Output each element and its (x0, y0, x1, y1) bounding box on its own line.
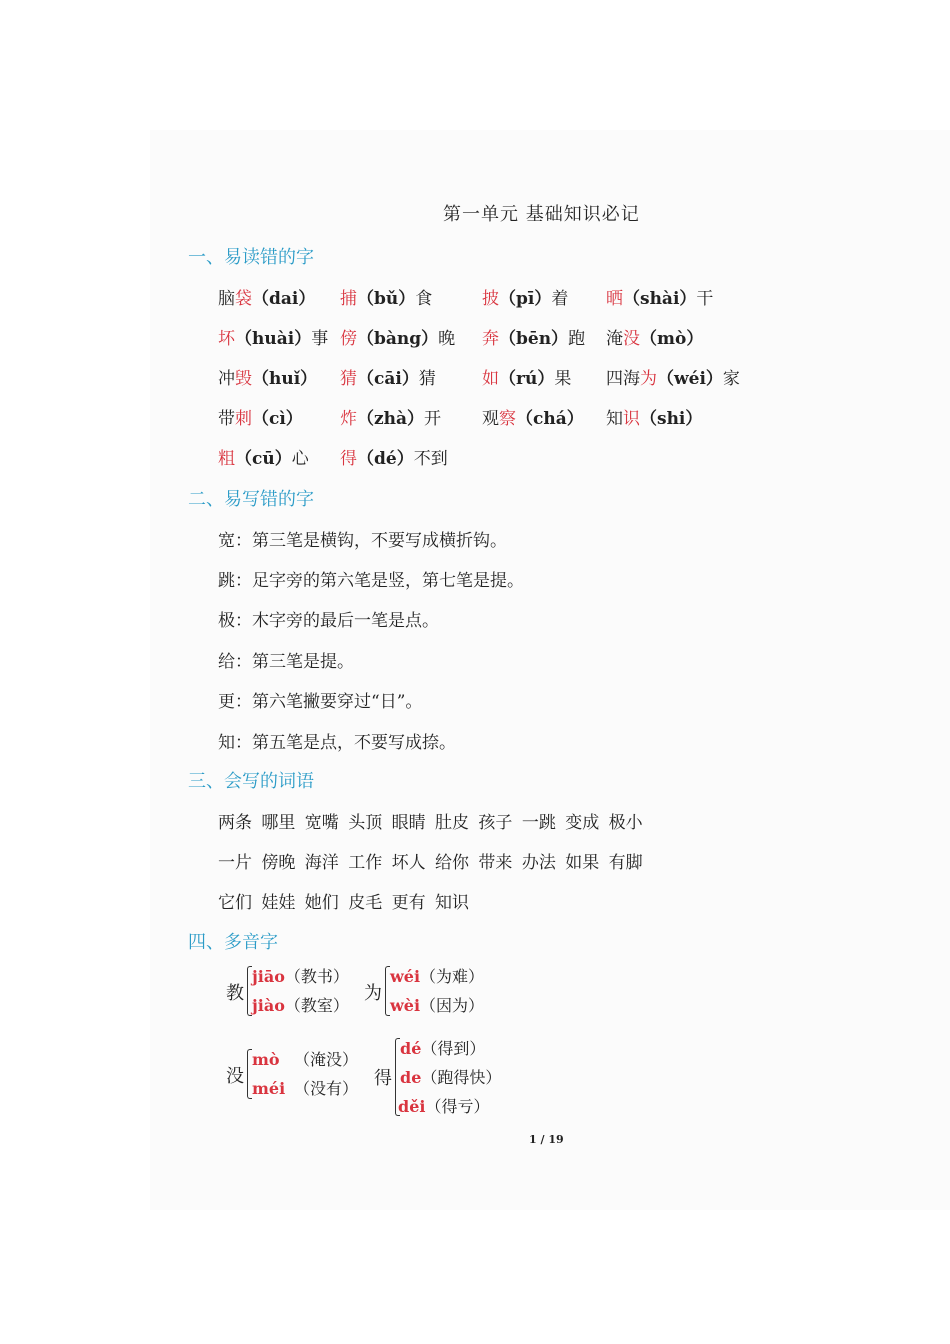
misread-entry (606, 284, 713, 309)
misread-post: 家 (722, 369, 740, 389)
section-heading-words: 三、会写的词语 (188, 771, 314, 792)
misread-py: （mò） (640, 329, 704, 349)
misread-post: 事 (311, 329, 329, 349)
polyphone-reading: dé（得到） (400, 1039, 486, 1058)
misread-post: 不到 (413, 449, 448, 469)
polyphone-char: 教 (226, 983, 244, 1004)
misread-py: （bàng） (357, 329, 439, 349)
misread-hi: 捕 (340, 289, 357, 309)
misread-post: 跑 (568, 329, 586, 349)
polyphone-reading: de（跑得快） (400, 1068, 502, 1087)
section-heading-miswrite: 二、易写错的字 (188, 489, 314, 510)
misread-hi: 傍 (340, 329, 357, 349)
misread-entry (606, 364, 740, 389)
misread-entry (340, 324, 455, 349)
polyphone-char: 得 (374, 1068, 392, 1089)
misread-entry (340, 444, 448, 469)
misread-py: （pī） (499, 289, 552, 309)
misread-entry (482, 284, 568, 309)
misread-pre: 带 (218, 409, 235, 429)
misread-py: （shi） (640, 409, 703, 429)
misread-pre: 知 (606, 409, 623, 429)
polyphone-reading: jiāo（教书） (252, 967, 349, 986)
misread-py: （cāi） (357, 369, 419, 389)
misread-hi: 如 (482, 369, 499, 389)
polyphone-char: 没 (226, 1066, 244, 1087)
misread-post: 猜 (418, 369, 436, 389)
word-list-row: 两条 哪里 宽嘴 头顶 眼睛 肚皮 孩子 一跳 变成 极小 (218, 813, 643, 833)
misread-post: 食 (415, 289, 433, 309)
misread-py: （chá） (516, 409, 584, 429)
misread-py: （bǔ） (357, 289, 416, 309)
polyphone-reading: jiào（教室） (252, 996, 349, 1015)
misread-hi: 察 (499, 409, 516, 429)
misread-entry (218, 364, 317, 389)
misread-hi: 披 (482, 289, 499, 309)
misread-entry (340, 284, 432, 309)
misread-post: 果 (554, 369, 572, 389)
misread-entry (606, 324, 703, 349)
misread-hi: 识 (623, 409, 640, 429)
misread-hi: 坏 (218, 329, 235, 349)
page-number: 1 / 19 (529, 1133, 564, 1146)
misread-post: 干 (696, 289, 714, 309)
misread-entry (482, 324, 585, 349)
misread-pre: 观 (482, 409, 499, 429)
misread-entry (606, 404, 702, 429)
miswrite-rule: 极：木字旁的最后一笔是点。 (218, 611, 439, 631)
misread-entry (218, 404, 303, 429)
word-list-row: 一片 傍晚 海洋 工作 坏人 给你 带来 办法 如果 有脚 (218, 853, 643, 873)
misread-hi: 奔 (482, 329, 499, 349)
misread-py: （cū） (235, 449, 292, 469)
misread-py: （huài） (235, 329, 312, 349)
polyphone-char: 为 (364, 983, 382, 1004)
misread-post: 开 (424, 409, 442, 429)
polyphone-reading: méi （没有） (252, 1079, 359, 1098)
misread-hi: 没 (623, 329, 640, 349)
misread-hi: 炸 (340, 409, 357, 429)
page-title: 第一单元 基础知识必记 (443, 204, 640, 225)
misread-hi: 为 (640, 369, 657, 389)
misread-entry (340, 364, 436, 389)
misread-hi: 得 (340, 449, 357, 469)
misread-entry (340, 404, 441, 429)
miswrite-rule: 更：第六笔撇要穿过“日”。 (218, 692, 423, 712)
misread-hi: 晒 (606, 289, 623, 309)
misread-entry (218, 324, 328, 349)
misread-hi: 袋 (235, 289, 252, 309)
misread-hi: 猜 (340, 369, 357, 389)
misread-py: （bēn） (499, 329, 569, 349)
misread-py: （shài） (623, 289, 697, 309)
misread-entry (218, 284, 315, 309)
misread-py: （dé） (357, 449, 414, 469)
misread-hi: 粗 (218, 449, 235, 469)
miswrite-rule: 跳：足字旁的第六笔是竖，第七笔是提。 (218, 571, 524, 591)
misread-entry (482, 364, 571, 389)
misread-py: （wéi） (657, 369, 723, 389)
misread-py: （rú） (499, 369, 555, 389)
misread-pre: 四海 (606, 369, 640, 389)
misread-post: 着 (551, 289, 569, 309)
polyphone-reading: děi（得亏） (398, 1097, 490, 1116)
misread-post: 晚 (438, 329, 456, 349)
misread-entry (218, 444, 309, 469)
miswrite-rule: 知：第五笔是点，不要写成捺。 (218, 733, 456, 753)
miswrite-rule: 给：第三笔是提。 (218, 652, 354, 672)
section-heading-misread: 一、易读错的字 (188, 247, 314, 268)
misread-py: （cì） (252, 409, 303, 429)
misread-pre: 冲 (218, 369, 235, 389)
misread-pre: 淹 (606, 329, 623, 349)
misread-pre: 脑 (218, 289, 235, 309)
miswrite-rule: 宽：第三笔是横钩，不要写成横折钩。 (218, 531, 507, 551)
misread-py: （zhà） (357, 409, 425, 429)
polyphone-reading: mò （淹没） (252, 1050, 359, 1069)
misread-hi: 刺 (235, 409, 252, 429)
polyphone-reading: wèi（因为） (390, 996, 485, 1015)
misread-entry (482, 404, 584, 429)
section-heading-polyphones: 四、多音字 (188, 932, 278, 953)
misread-post: 心 (291, 449, 309, 469)
misread-py: （huǐ） (252, 369, 318, 389)
polyphone-reading: wéi（为难） (390, 967, 485, 986)
misread-hi: 毁 (235, 369, 252, 389)
word-list-row: 它们 娃娃 她们 皮毛 更有 知识 (218, 893, 470, 913)
misread-py: （dai） (252, 289, 316, 309)
